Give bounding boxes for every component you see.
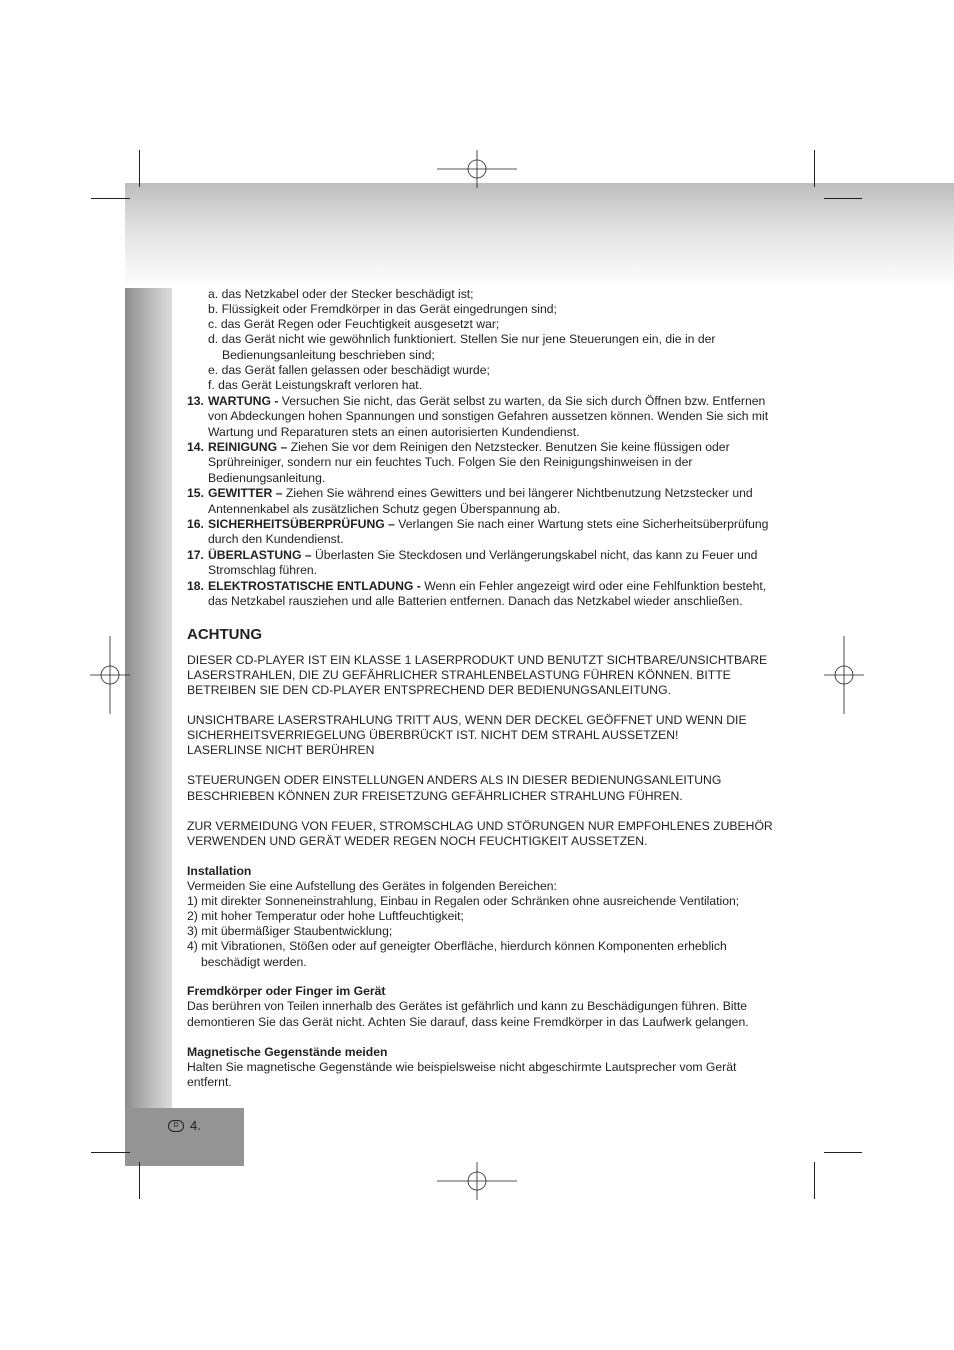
language-badge-icon: D [168,1120,184,1132]
list-item-continuation: Bedienungsanleitung. [208,471,326,485]
registration-mark-left [90,636,130,714]
list-item: 4) mit Vibrationen, Stößen oder auf geneigter Oberfläche, hierdurch können Komponenten erheblich [187,939,727,953]
paragraph-line: STEUERUNGEN ODER EINSTELLUNGEN ANDERS ALS IN DIESER BEDIENUNGSANLEITUNG [187,773,722,787]
list-item-continuation: Stromschlag führen. [208,563,318,577]
list-item-continuation: Sprühreiniger, sondern nur ein feuchtes Tuch. Folgen Sie den Reinigungshinweisen in der [208,455,693,469]
list-item-continuation: Antennenkabel als zusätzlichen Schutz gegen Überspannung ab. [208,502,561,516]
item-number: 18. [187,579,204,593]
subheading-installation: Installation [187,864,252,878]
paragraph-line: BESCHRIEBEN KÖNNEN ZUR FREISETZUNG GEFÄHRLICHER STRAHLUNG FÜHREN. [187,789,683,803]
list-item: ELEKTROSTATISCHE ENTLADUNG - Wenn ein Fehler angezeigt wird oder eine Fehlfunktion besteht, [208,579,767,593]
paragraph-line: LASERLINSE NICHT BERÜHREN [187,743,375,757]
paragraph-line: LASERSTRAHLEN, DIE ZU GEFÄHRLICHER STRAHLENBELASTUNG FÜHREN KÖNNEN. BITTE [187,668,731,682]
list-item: REINIGUNG – Ziehen Sie vor dem Reinigen den Netzstecker. Benutzen Sie keine flüssigen oder [208,440,730,454]
paragraph-line: entfernt. [187,1075,232,1089]
paragraph-line: Vermeiden Sie eine Aufstellung des Gerätes in folgenden Bereichen: [187,879,557,893]
list-item-continuation: von Abdeckungen hohen Spannungen und sonstigen Gefahren aussetzen können. Wenden Sie sich mit [208,409,769,423]
list-item: WARTUNG - Versuchen Sie nicht, das Gerät selbst zu warten, da Sie sich durch Öffnen bzw. Entfernen [208,394,766,408]
registration-mark-top [437,150,517,188]
side-bar [125,288,172,1166]
list-item: 3) mit übermäßiger Staubentwicklung; [187,924,393,938]
item-number: 14. [187,440,204,454]
list-item-continuation: durch den Kundendienst. [208,532,344,546]
list-item: 2) mit hoher Temperatur oder hohe Luftfeuchtigkeit; [187,909,464,923]
list-item-continuation: Wartung und Reparaturen stets an einen autorisierten Kundendienst. [208,425,580,439]
paragraph-line: ZUR VERMEIDUNG VON FEUER, STROMSCHLAG UND STÖRUNGEN NUR EMPFOHLENES ZUBEHÖR [187,819,773,833]
paragraph-line: BETREIBEN SIE DEN CD-PLAYER ENTSPRECHEND DER BEDIENUNGSANLEITUNG. [187,683,671,697]
page-number-tab [125,1108,244,1166]
list-item: d. das Gerät nicht wie gewöhnlich funktioniert. Stellen Sie nur jene Steuerungen ein, die in der [208,332,716,346]
list-item-continuation: beschädigt werden. [201,955,307,969]
registration-mark-right [824,636,864,714]
list-item: ÜBERLASTUNG – Überlasten Sie Steckdosen und Verlängerungskabel nicht, das kann zu Feuer und [208,548,758,562]
item-number: 17. [187,548,204,562]
list-item: 1) mit direkter Sonneneinstrahlung, Einbau in Regalen oder Schränken ohne ausreichende Ventilation; [187,894,740,908]
list-item-continuation: das Netzkabel rausziehen und alle Batterien entfernen. Danach das Netzkabel wieder anschließen. [208,594,743,608]
paragraph-line: DIESER CD-PLAYER IST EIN KLASSE 1 LASERPRODUKT UND BENUTZT SICHTBARE/UNSICHTBARE [187,653,768,667]
list-item: b. Flüssigkeit oder Fremdkörper in das Gerät eingedrungen sind; [208,302,557,316]
item-number: 16. [187,517,204,531]
section-heading-achtung: ACHTUNG [187,626,262,643]
page-number-text: 4. [190,1118,201,1133]
list-item-continuation: Bedienungsanleitung beschrieben sind; [222,348,435,362]
paragraph-line: SICHERHEITSVERRIEGELUNG ÜBERBRÜCKT IST. NICHT DEM STRAHL AUSSETZEN! [187,728,679,742]
list-item: c. das Gerät Regen oder Feuchtigkeit ausgesetzt war; [208,317,500,331]
item-number: 13. [187,394,204,408]
item-number: 15. [187,486,204,500]
paragraph-line: demontieren Sie das Gerät nicht. Achten Sie darauf, dass keine Fremdkörper in das Laufwerk gelangen. [187,1015,749,1029]
paragraph-line: Das berühren von Teilen innerhalb des Gerätes ist gefährlich und kann zu Beschädigungen führen. Bitte [187,999,748,1013]
list-item: e. das Gerät fallen gelassen oder beschädigt wurde; [208,363,490,377]
list-item: GEWITTER – Ziehen Sie während eines Gewitters und bei längerer Nichtbenutzung Netzstecker und [208,486,753,500]
paragraph-line: Halten Sie magnetische Gegenstände wie beispielsweise nicht abgeschirmte Lautsprecher vom Gerät [187,1060,737,1074]
list-item: SICHERHEITSÜBERPRÜFUNG – Verlangen Sie nach einer Wartung stets eine Sicherheitsüberprüfung [208,517,769,531]
paragraph-line: VERWENDEN UND GERÄT WEDER REGEN NOCH FEUCHTIGKEIT AUSSETZEN. [187,834,648,848]
subheading-fremdkoerper: Fremdkörper oder Finger im Gerät [187,984,386,998]
list-item: f. das Gerät Leistungskraft verloren hat. [208,378,423,392]
subheading-magnetisch: Magnetische Gegenstände meiden [187,1045,388,1059]
list-item: a. das Netzkabel oder der Stecker beschädigt ist; [208,287,474,301]
page-number [168,1118,201,1133]
paragraph-line: UNSICHTBARE LASERSTRAHLUNG TRITT AUS, WENN DER DECKEL GEÖFFNET UND WENN DIE [187,713,747,727]
registration-mark-bottom [437,1162,517,1200]
